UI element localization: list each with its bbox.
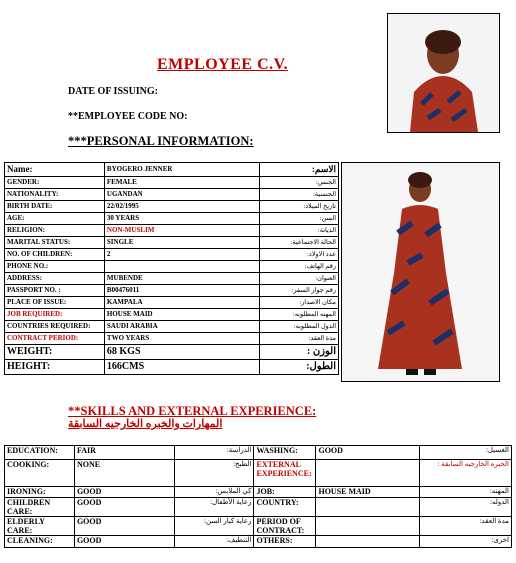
experience-label-arabic: الغسيل: [420,446,512,460]
skill-value: GOOD [74,487,174,498]
personal-value: 68 KGS [104,345,259,360]
experience-label-arabic: الدوله: [420,498,512,517]
personal-value: SINGLE [104,237,259,249]
personal-row [5,225,339,237]
personal-row [5,261,339,273]
personal-label: ADDRESS: [5,273,105,285]
skills-row [5,446,512,460]
skills-row [5,498,512,517]
personal-label-arabic: الاسم: [260,163,339,177]
experience-label: JOB: [254,487,316,498]
personal-row [5,249,339,261]
personal-value: UGANDAN [104,189,259,201]
personal-label: AGE: [5,213,105,225]
experience-label: OTHERS: [254,536,316,548]
personal-label-arabic: الديانة: [260,225,339,237]
personal-row [5,237,339,249]
personal-label: GENDER: [5,177,105,189]
skill-label: CHILDREN CARE: [5,498,75,517]
personal-label: Name: [5,163,105,177]
skill-label-arabic: الدراسة: [174,446,254,460]
experience-label-arabic: المهنه: [420,487,512,498]
personal-label: PASSPORT NO. : [5,285,105,297]
personal-label-arabic: المهنه المطلوبه: [260,309,339,321]
personal-label-arabic: الحالة الاجتماعية: [260,237,339,249]
skill-value: GOOD [74,517,174,536]
date-of-issuing-label: DATE OF ISSUING: [68,86,159,97]
personal-label: BIRTH DATE: [5,201,105,213]
personal-label: WEIGHT: [5,345,105,360]
personal-row [5,360,339,375]
personal-row [5,285,339,297]
personal-value: 22/02/1995 [104,201,259,213]
personal-label: NO. OF CHILDREN: [5,249,105,261]
personal-value: KAMPALA [104,297,259,309]
skills-heading: **SKILLS AND EXTERNAL EXPERIENCE: [68,404,317,418]
personal-label: CONTRACT PERIOD: [5,333,105,345]
personal-row [5,297,339,309]
personal-value: 2 [104,249,259,261]
portrait-photo [387,13,500,133]
personal-label-arabic: العنوان: [260,273,339,285]
personal-value: 30 YEARS [104,213,259,225]
personal-row [5,213,339,225]
personal-label-arabic: مكان الاصدار: [260,297,339,309]
skill-value: GOOD [74,536,174,548]
personal-row [5,273,339,285]
full-body-photo [341,162,500,382]
experience-label: WASHING: [254,446,316,460]
personal-row [5,333,339,345]
skill-value: NONE [74,460,174,487]
personal-label-arabic: الجنس: [260,177,339,189]
personal-row [5,163,339,177]
personal-value: FEMALE [104,177,259,189]
experience-value: GOOD [316,446,420,460]
experience-value [316,460,420,487]
personal-row [5,201,339,213]
personal-label: NATIONALITY: [5,189,105,201]
personal-value: NON-MUSLIM [104,225,259,237]
personal-value: TWO YEARS [104,333,259,345]
personal-value: MUBENDE [104,273,259,285]
skills-row [5,517,512,536]
personal-label-arabic: الوزن : [260,345,339,360]
skill-label-arabic: التنظيف: [174,536,254,548]
personal-label: JOB REQUIRED: [5,309,105,321]
personal-info-table [4,162,339,375]
experience-value: HOUSE MAID [316,487,420,498]
personal-value [104,261,259,273]
experience-label: PERIOD OF CONTRACT: [254,517,316,536]
experience-label-arabic: مدة العقد: [420,517,512,536]
personal-info-heading: ***PERSONAL INFORMATION: [68,134,254,148]
skills-row [5,536,512,548]
experience-label-arabic: الخبره الخارجيه السابقة : [420,460,512,487]
personal-row [5,345,339,360]
personal-value: HOUSE MAID [104,309,259,321]
personal-label: RELIGION: [5,225,105,237]
skill-label: CLEANING: [5,536,75,548]
experience-label: COUNTRY: [254,498,316,517]
personal-label-arabic: عدد الاولاد: [260,249,339,261]
experience-value [316,536,420,548]
portrait-photo-image [388,14,499,132]
personal-row [5,321,339,333]
employee-code-label: **EMPLOYEE CODE NO: [68,111,188,122]
personal-label: HEIGHT: [5,360,105,375]
personal-label: PLACE OF ISSUE: [5,297,105,309]
experience-label: EXTERNAL EXPERIENCE: [254,460,316,487]
skill-label: COOKING: [5,460,75,487]
skills-heading-arabic: المهارات والخبره الخارجيه السابقة [68,418,223,430]
personal-label-arabic: مدة العقد: [260,333,339,345]
personal-row [5,177,339,189]
skills-table [4,445,512,548]
skill-label: EDUCATION: [5,446,75,460]
personal-label-arabic: السن: [260,213,339,225]
personal-label-arabic: رقم الهاتف: [260,261,339,273]
experience-value [316,498,420,517]
personal-label: PHONE NO.: [5,261,105,273]
skill-value: GOOD [74,498,174,517]
full-body-photo-image [342,163,499,381]
personal-label: MARITAL STATUS: [5,237,105,249]
skills-row [5,460,512,487]
personal-value: 166CMS [104,360,259,375]
personal-label-arabic: الدول المطلوبه: [260,321,339,333]
personal-label-arabic: الجنسية: [260,189,339,201]
skill-label: IRONING: [5,487,75,498]
skill-label: ELDERLY CARE: [5,517,75,536]
personal-value: SAUDI ARABIA [104,321,259,333]
skills-row [5,487,512,498]
personal-label-arabic: رقم جواز السفر: [260,285,339,297]
skill-label-arabic: الطبخ: [174,460,254,487]
experience-value [316,517,420,536]
skill-label-arabic: رعاية كبار السن: [174,517,254,536]
skill-value: FAIR [74,446,174,460]
personal-label-arabic: الطول: [260,360,339,375]
personal-value: B00476011 [104,285,259,297]
skill-label-arabic: كي الملابس: [174,487,254,498]
personal-value: BYOGERO JENNER [104,163,259,177]
page-title: EMPLOYEE C.V. [157,56,289,73]
personal-row [5,189,339,201]
personal-row [5,309,339,321]
skill-label-arabic: رعاية الأطفال: [174,498,254,517]
personal-label: COUNTRIES REQUIRED: [5,321,105,333]
personal-label-arabic: تاريخ الميلاد: [260,201,339,213]
experience-label-arabic: اخرى: [420,536,512,548]
